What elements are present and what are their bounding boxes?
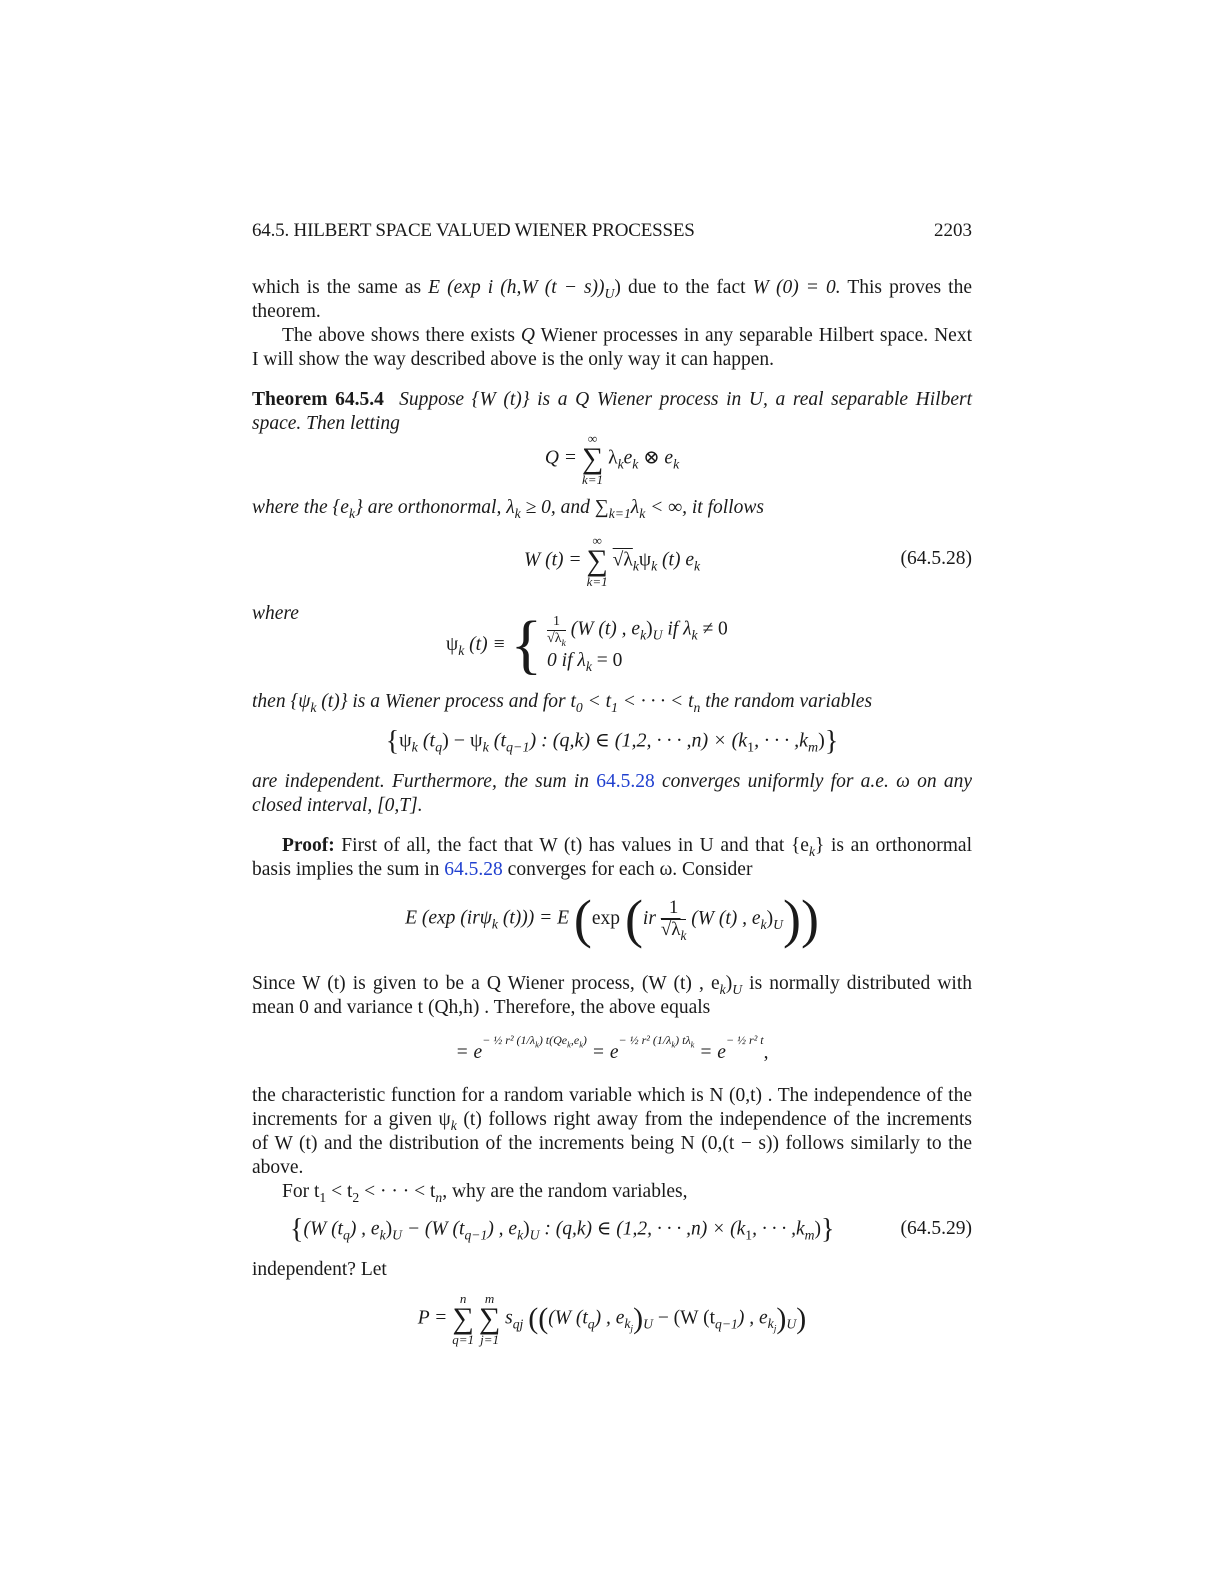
equation-psi-definition: $\psi_k$ (t) ≡ { $\frac{1}{√\lambda_k}$ (W (t) , $e_k)_U$ if $\lambda_k \ne 0$ 0 if $\lambda_k = 0$	[446, 608, 728, 681]
proof-independent: independent? Let	[252, 1259, 387, 1280]
proof-label: Proof:	[282, 835, 335, 856]
equation-number-28: (64.5.28)	[900, 548, 972, 569]
theorem-are-independent: are independent. Furthermore, the sum in 64.5.28 converges uniformly for a.e. ω on any	[252, 771, 972, 792]
proof-char-line1: the characteristic function for a random variable which is N (0,t) . The independence of the	[252, 1085, 972, 1106]
theorem-where2: where	[252, 603, 299, 624]
equation-link-28[interactable]: 64.5.28	[596, 771, 655, 792]
theorem-where1: where the $\{e_k\}$ are orthonormal, $\lambda_k \ge 0$, and $\sum_{k=1}\lambda_k$ < ∞, it follows	[252, 497, 764, 521]
running-header: 64.5. HILBERT SPACE VALUED WIENER PROCESSES	[252, 220, 695, 241]
equation-number-29: (64.5.29)	[900, 1218, 972, 1239]
equation-characteristic: E (exp (irψ$_k$ (t))) = E (exp (ir $\frac{1}{√\lambda_k}$ (W (t) , $e_k)_U$))	[405, 889, 819, 949]
para2-line1: The above shows there exists Q Wiener processes in any separable Hilbert space. Next	[282, 325, 972, 346]
equation-exponential: = $e^{- \frac{1}{2} r^2 (1/\lambda_k) t(Qe_k,e_k)} = e^{- \frac{1}{2} r^2 (1/\lambda_k) t\lambda_k} = e^{- \frac{1}{2} r^2 t}$,	[455, 1033, 769, 1063]
proof-char-line4: above.	[252, 1157, 304, 1178]
para2-line2: I will show the way described above is the only way it can happen.	[252, 349, 775, 370]
equation-increments-set: {$\psi_k$ $(t_q) - \psi_k$ $(t_{q-1})$ : (q,k) ∈ (1,2, · · · $,n) \times (k_1$, · · · $,k_m$)}	[385, 726, 839, 757]
theorem-then: then {$\psi_k$ (t)} is a Wiener process and for $t_0 < t_1$ < · · · < $t_n$ the random variables	[252, 691, 873, 715]
theorem-closed-interval: closed interval, [0,T].	[252, 795, 423, 816]
equation-link-28b[interactable]: 64.5.28	[444, 859, 503, 880]
theorem-line2: space. Then letting	[252, 413, 400, 434]
equation-64-5-29: {(W $(t_q)$ , $e_k)_U - (W$ $(t_{q-1})$ , $e_k)_U$ : (q,k) ∈ (1,2, · · · $,n) \times (k_1$, · · · $,k_m$)}	[290, 1214, 835, 1245]
proof-char-line2: increments for a given $\psi_k$ (t) follows right away from the independence of the increments	[252, 1109, 972, 1133]
para1-line2: theorem.	[252, 301, 321, 322]
proof-since: Since W (t) is given to be a Q Wiener process, (W (t) , $e_k)_U$ is normally distributed with	[252, 973, 972, 997]
proof-line2: basis implies the sum in 64.5.28 converges for each ω. Consider	[252, 859, 753, 880]
equation-64-5-28: W (t) = ∞ ∑ k=1 $√\lambda_k\psi_k$ (t) $e_k$	[523, 533, 701, 589]
proof-mean: mean 0 and variance t (Qh,h) . Therefore, the above equals	[252, 997, 711, 1018]
proof-for-line: For $t_1 < t_2$ < · · · < $t_n$, why are the random variables,	[282, 1181, 688, 1205]
proof-char-line3: of W (t) and the distribution of the increments being N (0,(t − s)) follows similarly to the	[252, 1133, 972, 1154]
theorem-line1: Theorem 64.5.4 Suppose {W (t)} is a Q Wiener process in U, a real separable Hilbert	[252, 389, 972, 410]
para1-line1: which is the same as E (exp i (h,W $(t - s))_U$) due to the fact W (0) = 0. This proves the	[252, 277, 972, 301]
equation-Q: Q = ∞ ∑ k=1 $\lambda_ke_k$ ⊗ $e_k$	[544, 431, 680, 487]
theorem-label: Theorem 64.5.4	[252, 389, 384, 410]
equation-P: P = n ∑ q=1 m ∑ j=1 $s_{qj}$ (((W $(t_q)$ , $e_{k_j})_U - (W$ $(t_{q-1})$ , $e_{k_j})_U$)	[417, 1291, 807, 1347]
proof-line1: Proof: First of all, the fact that W (t) has values in U and that $\{e_k\}$ is an orthonormal	[282, 835, 973, 859]
page-number: 2203	[934, 220, 972, 241]
